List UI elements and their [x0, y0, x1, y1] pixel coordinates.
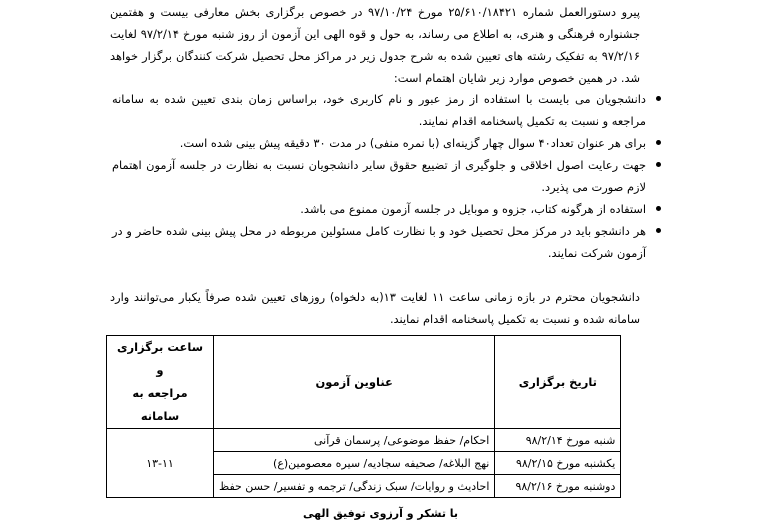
- list-item-text: برای هر عنوان تعداد۴۰ سوال چهار گزینه‌ای (با نمره منفی) در مدت ۳۰ دقیقه پیش بینی شده است.: [179, 136, 646, 150]
- closing-signoff: با تشکر و آرزوی توفیق الهی: [302, 507, 459, 520]
- row-titles: نهج البلاغه/ صحیفه سجادیه/ سیره معصومین(ع): [214, 452, 495, 475]
- access-window-paragraph: دانشجویان محترم در بازه زمانی ساعت ۱۱ لغایت ۱۳(به دلخواه) روزهای تعیین شده صرفاً یکبار می‌توانند وارد سامانه شده و نسبت به تکمیل پاسخنامه اقدام نمایند.: [110, 290, 640, 326]
- bullet-icon: [656, 96, 661, 101]
- list-item: [112, 154, 663, 198]
- list-item-text: هر دانشجو باید در مرکز محل تحصیل خود و با نظارت کامل مسئولین مربوطه در محل پیش بینی شده حاضر و در آزمون شرکت نمایند.: [112, 224, 646, 260]
- exam-schedule-table: [106, 335, 621, 498]
- list-item: [112, 198, 663, 220]
- list-item-text: دانشجویان می بایست با استفاده از رمز عبور و نام کاربری خود، براساس زمان بندی تعیین شده به سامانه مراجعه و نسبت به تکمیل پاسخنامه اقدام نمایند.: [112, 92, 646, 128]
- row-date: شنبه مورخ ۹۸/۲/۱۴: [495, 429, 621, 452]
- table-header-row: [107, 336, 621, 429]
- list-item: [112, 88, 663, 132]
- list-item: [112, 132, 663, 154]
- list-item-text: استفاده از هرگونه کتاب، جزوه و موبایل در جلسه آزمون ممنوع می باشد.: [300, 202, 646, 216]
- list-item-text: جهت رعایت اصول اخلاقی و جلوگیری از تضییع حقوق سایر دانشجویان نسبت به نظارت در جلسه آزمون اهتمام لازم صورت می پذیرد.: [112, 158, 646, 194]
- row-date: دوشنبه مورخ ۹۸/۲/۱۶: [495, 475, 621, 498]
- row-titles: احکام/ حفظ موضوعی/ پرسمان قرآنی: [214, 429, 495, 452]
- time-cell: ۱۳-۱۱: [107, 429, 214, 498]
- bullet-icon: [656, 140, 661, 145]
- list-item: [112, 220, 663, 264]
- header-time-line2: مراجعه به سامانه: [132, 386, 188, 423]
- table-row: [107, 429, 621, 452]
- header-time: [107, 336, 214, 429]
- bullet-icon: [656, 162, 661, 167]
- intro-paragraph: پیرو دستورالعمل شماره ۲۵/۶۱۰/۱۸۴۲۱ مورخ ۹۷/۱۰/۲۴ در خصوص برگزاری بخش معارفی بیست و هفتمین جشنواره فرهنگی و هنری، به اطلاع می رساند، به حول و قوه الهی این آزمون از روز شنبه مورخ ۹۷/۲/۱۴ لغایت ۹۷/۲/۱۶ به تفکیک رشته های تعیین شده به شرح جدول زیر در مراکز محل تحصیل شرکت کنندگان برگزار خواهد شد. در همین خصوص موارد زیر شایان اهتمام است:: [110, 5, 640, 85]
- header-titles: عناوین آزمون: [214, 336, 495, 429]
- bullet-icon: [656, 206, 661, 211]
- bullet-icon: [656, 228, 661, 233]
- header-time-line1: ساعت برگزاری و: [116, 340, 204, 377]
- header-date: تاریخ برگزاری: [495, 336, 621, 429]
- row-date: یکشنبه مورخ ۹۸/۲/۱۵: [495, 452, 621, 475]
- rules-list: [112, 88, 663, 264]
- row-titles: احادیث و روایات/ سبک زندگی/ ترجمه و تفسیر/ حسن حفظ: [214, 475, 495, 498]
